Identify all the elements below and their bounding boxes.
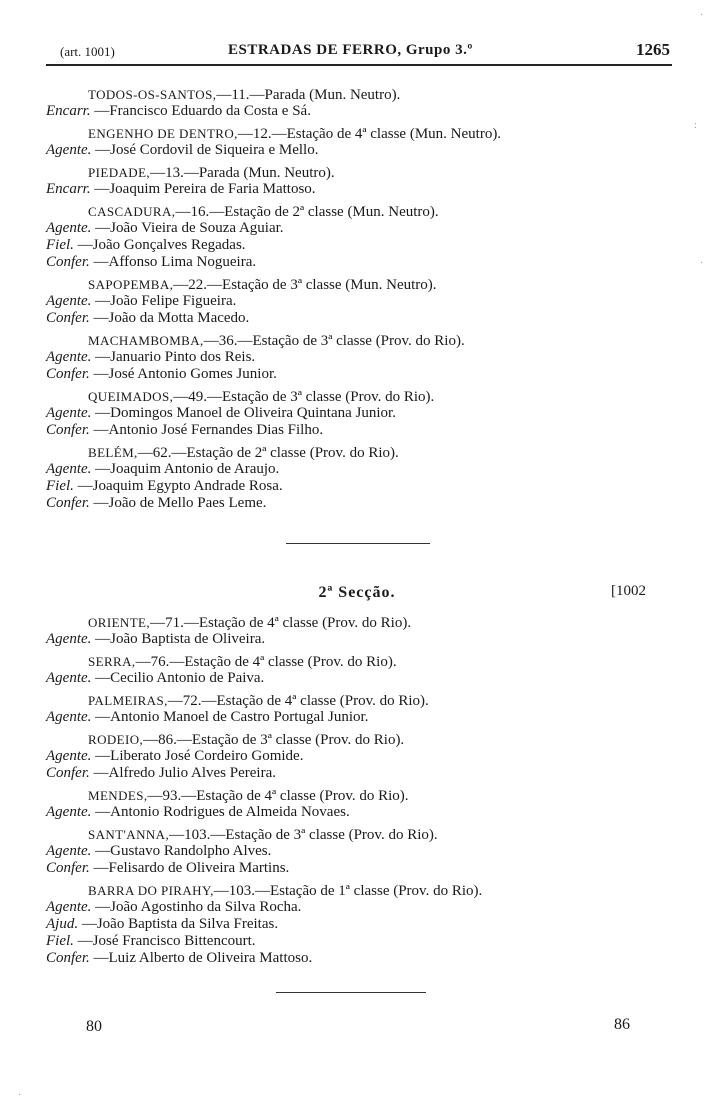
staff-role: Encarr. (46, 103, 91, 119)
staff-name: —Joaquim Egypto Andrade Rosa. (77, 478, 283, 494)
separator-rule (276, 992, 426, 993)
margin-speck: · (18, 1090, 22, 1101)
staff-role: Confer. (46, 254, 90, 270)
staff-name: —Joaquim Pereira de Faria Mattoso. (94, 181, 316, 197)
staff-name: —Francisco Eduardo da Costa e Sá. (94, 103, 311, 119)
running-title: ESTRADAS DE FERRO, Grupo 3.º (228, 42, 473, 58)
staff-name: —João Agostinho da Silva Rocha. (95, 899, 302, 915)
staff-name: —João da Motta Macedo. (93, 310, 250, 326)
staff-name: —Luiz Alberto de Oliveira Mattoso. (93, 950, 313, 966)
staff-role: Agente. (46, 349, 92, 365)
staff-name: —José Antonio Gomes Junior. (93, 366, 277, 382)
staff-name: —Liberato José Cordeiro Gomide. (95, 748, 304, 764)
staff-name: —Affonso Lima Nogueira. (93, 254, 257, 270)
staff-role: Confer. (46, 495, 90, 511)
staff-entry (46, 220, 606, 237)
staff-entry (46, 843, 606, 860)
staff-role: Confer. (46, 860, 90, 876)
station-entry (46, 388, 606, 405)
header-rule (46, 64, 672, 66)
staff-entry (46, 899, 606, 916)
staff-entry (46, 495, 606, 512)
staff-name: —Joaquim Antonio de Araujo. (95, 461, 280, 477)
staff-role: Ajud. (46, 916, 79, 932)
station-entry (46, 826, 606, 843)
section-title: 2ª Secção. (318, 584, 396, 601)
staff-entry (46, 310, 606, 327)
station-description: —36.—Estação de 3ª classe (Prov. do Rio). (203, 333, 465, 349)
section-2-stations (46, 614, 606, 972)
signature-mark-left: 80 (86, 1018, 102, 1035)
station-name: PIEDADE, (88, 165, 151, 180)
staff-role: Agente. (46, 670, 92, 686)
separator-rule (286, 543, 430, 544)
staff-entry (46, 916, 606, 933)
staff-role: Confer. (46, 366, 90, 382)
margin-speck: · (700, 258, 704, 269)
staff-name: —Alfredo Julio Alves Pereira. (93, 765, 276, 781)
staff-role: Fiel. (46, 478, 74, 494)
station-name: SANT'ANNA, (88, 827, 170, 842)
staff-name: —João Baptista da Silva Freitas. (81, 916, 279, 932)
staff-entry (46, 422, 606, 439)
staff-entry (46, 237, 606, 254)
staff-entry (46, 670, 606, 687)
staff-role: Fiel. (46, 933, 74, 949)
station-entry (46, 653, 606, 670)
station-name: TODOS-OS-SANTOS, (88, 87, 217, 102)
staff-entry (46, 349, 606, 366)
station-description: —93.—Estação de 4ª classe (Prov. do Rio). (147, 788, 409, 804)
staff-role: Fiel. (46, 237, 74, 253)
staff-name: —Felisardo de Oliveira Martins. (93, 860, 290, 876)
station-name: MENDES, (88, 788, 148, 803)
staff-entry (46, 366, 606, 383)
station-name: RODEIO, (88, 732, 144, 747)
station-entry (46, 86, 606, 103)
staff-entry (46, 765, 606, 782)
staff-name: —Januario Pinto dos Reis. (95, 349, 256, 365)
station-entry (46, 332, 606, 349)
station-description: —86.—Estação de 3ª classe (Prov. do Rio). (143, 732, 405, 748)
staff-name: —José Cordovil de Siqueira e Mello. (95, 142, 319, 158)
staff-role: Agente. (46, 899, 92, 915)
station-description: —72.—Estação de 4ª classe (Prov. do Rio). (167, 693, 429, 709)
staff-entry (46, 478, 606, 495)
staff-entry (46, 804, 606, 821)
staff-entry (46, 950, 606, 967)
article-reference: (art. 1001) (60, 44, 115, 59)
station-name: ENGENHO DE DENTRO, (88, 126, 238, 141)
staff-entry (46, 293, 606, 310)
station-name: ORIENTE, (88, 615, 151, 630)
station-entry (46, 276, 606, 293)
staff-role: Confer. (46, 765, 90, 781)
station-name: SAPOPEMBA, (88, 277, 174, 292)
staff-name: —João Baptista de Oliveira. (95, 631, 266, 647)
station-description: —103.—Estação de 1ª classe (Prov. do Rio). (213, 883, 483, 899)
staff-name: —João Felipe Figueira. (95, 293, 237, 309)
margin-speck: · (700, 10, 704, 21)
station-description: —103.—Estação de 3ª classe (Prov. do Rio). (169, 827, 438, 843)
staff-name: —João de Mello Paes Leme. (93, 495, 267, 511)
station-entry (46, 692, 606, 709)
staff-role: Agente. (46, 748, 92, 764)
station-description: —22.—Estação de 3ª classe (Mun. Neutro). (173, 277, 437, 293)
station-name: SERRA, (88, 654, 136, 669)
staff-name: —José Francisco Bittencourt. (77, 933, 256, 949)
station-entry (46, 787, 606, 804)
margin-reference: [1002 (611, 583, 646, 599)
station-entry (46, 882, 606, 899)
section-1-stations (46, 86, 606, 517)
staff-name: —João Vieira de Souza Aguiar. (95, 220, 284, 236)
page-header (46, 40, 670, 64)
staff-entry (46, 748, 606, 765)
staff-role: Agente. (46, 142, 92, 158)
signature-mark-right: 86 (614, 1016, 630, 1033)
station-description: —49.—Estação de 3ª classe (Prov. do Rio). (173, 389, 435, 405)
staff-entry (46, 142, 606, 159)
staff-entry (46, 103, 606, 120)
station-name: CASCADURA, (88, 204, 176, 219)
staff-name: —Antonio Rodrigues de Almeida Novaes. (95, 804, 350, 820)
staff-role: Agente. (46, 843, 92, 859)
staff-role: Confer. (46, 950, 90, 966)
station-name: BELÉM, (88, 445, 138, 460)
station-entry (46, 614, 606, 631)
staff-name: —Domingos Manoel de Oliveira Quintana Junior. (95, 405, 396, 421)
staff-role: Agente. (46, 405, 92, 421)
staff-entry (46, 405, 606, 422)
station-entry (46, 731, 606, 748)
station-description: —71.—Estação de 4ª classe (Prov. do Rio). (150, 615, 412, 631)
staff-role: Encarr. (46, 181, 91, 197)
staff-entry (46, 181, 606, 198)
page-number: 1265 (636, 40, 670, 59)
station-description: —11.—Parada (Mun. Neutro). (216, 87, 401, 103)
station-description: —12.—Estação de 4ª classe (Mun. Neutro). (237, 126, 502, 142)
staff-name: —Antonio Manoel de Castro Portugal Junior. (95, 709, 369, 725)
station-entry (46, 444, 606, 461)
staff-entry (46, 631, 606, 648)
station-description: —76.—Estação de 4ª classe (Prov. do Rio). (135, 654, 397, 670)
staff-role: Agente. (46, 709, 92, 725)
margin-speck: : (694, 120, 697, 131)
staff-role: Agente. (46, 804, 92, 820)
staff-role: Agente. (46, 293, 92, 309)
staff-name: —João Gonçalves Regadas. (77, 237, 246, 253)
staff-name: —Cecilio Antonio de Paiva. (95, 670, 265, 686)
station-description: —62.—Estação de 2ª classe (Prov. do Rio). (137, 445, 399, 461)
staff-role: Agente. (46, 631, 92, 647)
staff-entry (46, 933, 606, 950)
staff-name: —Antonio José Fernandes Dias Filho. (93, 422, 324, 438)
station-name: QUEIMADOS, (88, 389, 174, 404)
staff-entry (46, 709, 606, 726)
staff-entry (46, 254, 606, 271)
station-name: PALMEIRAS, (88, 693, 168, 708)
station-description: —16.—Estação de 2ª classe (Mun. Neutro). (175, 204, 439, 220)
station-entry (46, 203, 606, 220)
staff-role: Agente. (46, 220, 92, 236)
station-description: —13.—Parada (Mun. Neutro). (150, 165, 335, 181)
station-entry (46, 164, 606, 181)
staff-role: Agente. (46, 461, 92, 477)
staff-name: —Gustavo Randolpho Alves. (95, 843, 272, 859)
staff-entry (46, 461, 606, 478)
station-entry (46, 125, 606, 142)
staff-role: Confer. (46, 422, 90, 438)
station-name: MACHAMBOMBA, (88, 333, 204, 348)
staff-role: Confer. (46, 310, 90, 326)
staff-entry (46, 860, 606, 877)
station-name: BARRA DO PIRAHY, (88, 883, 214, 898)
